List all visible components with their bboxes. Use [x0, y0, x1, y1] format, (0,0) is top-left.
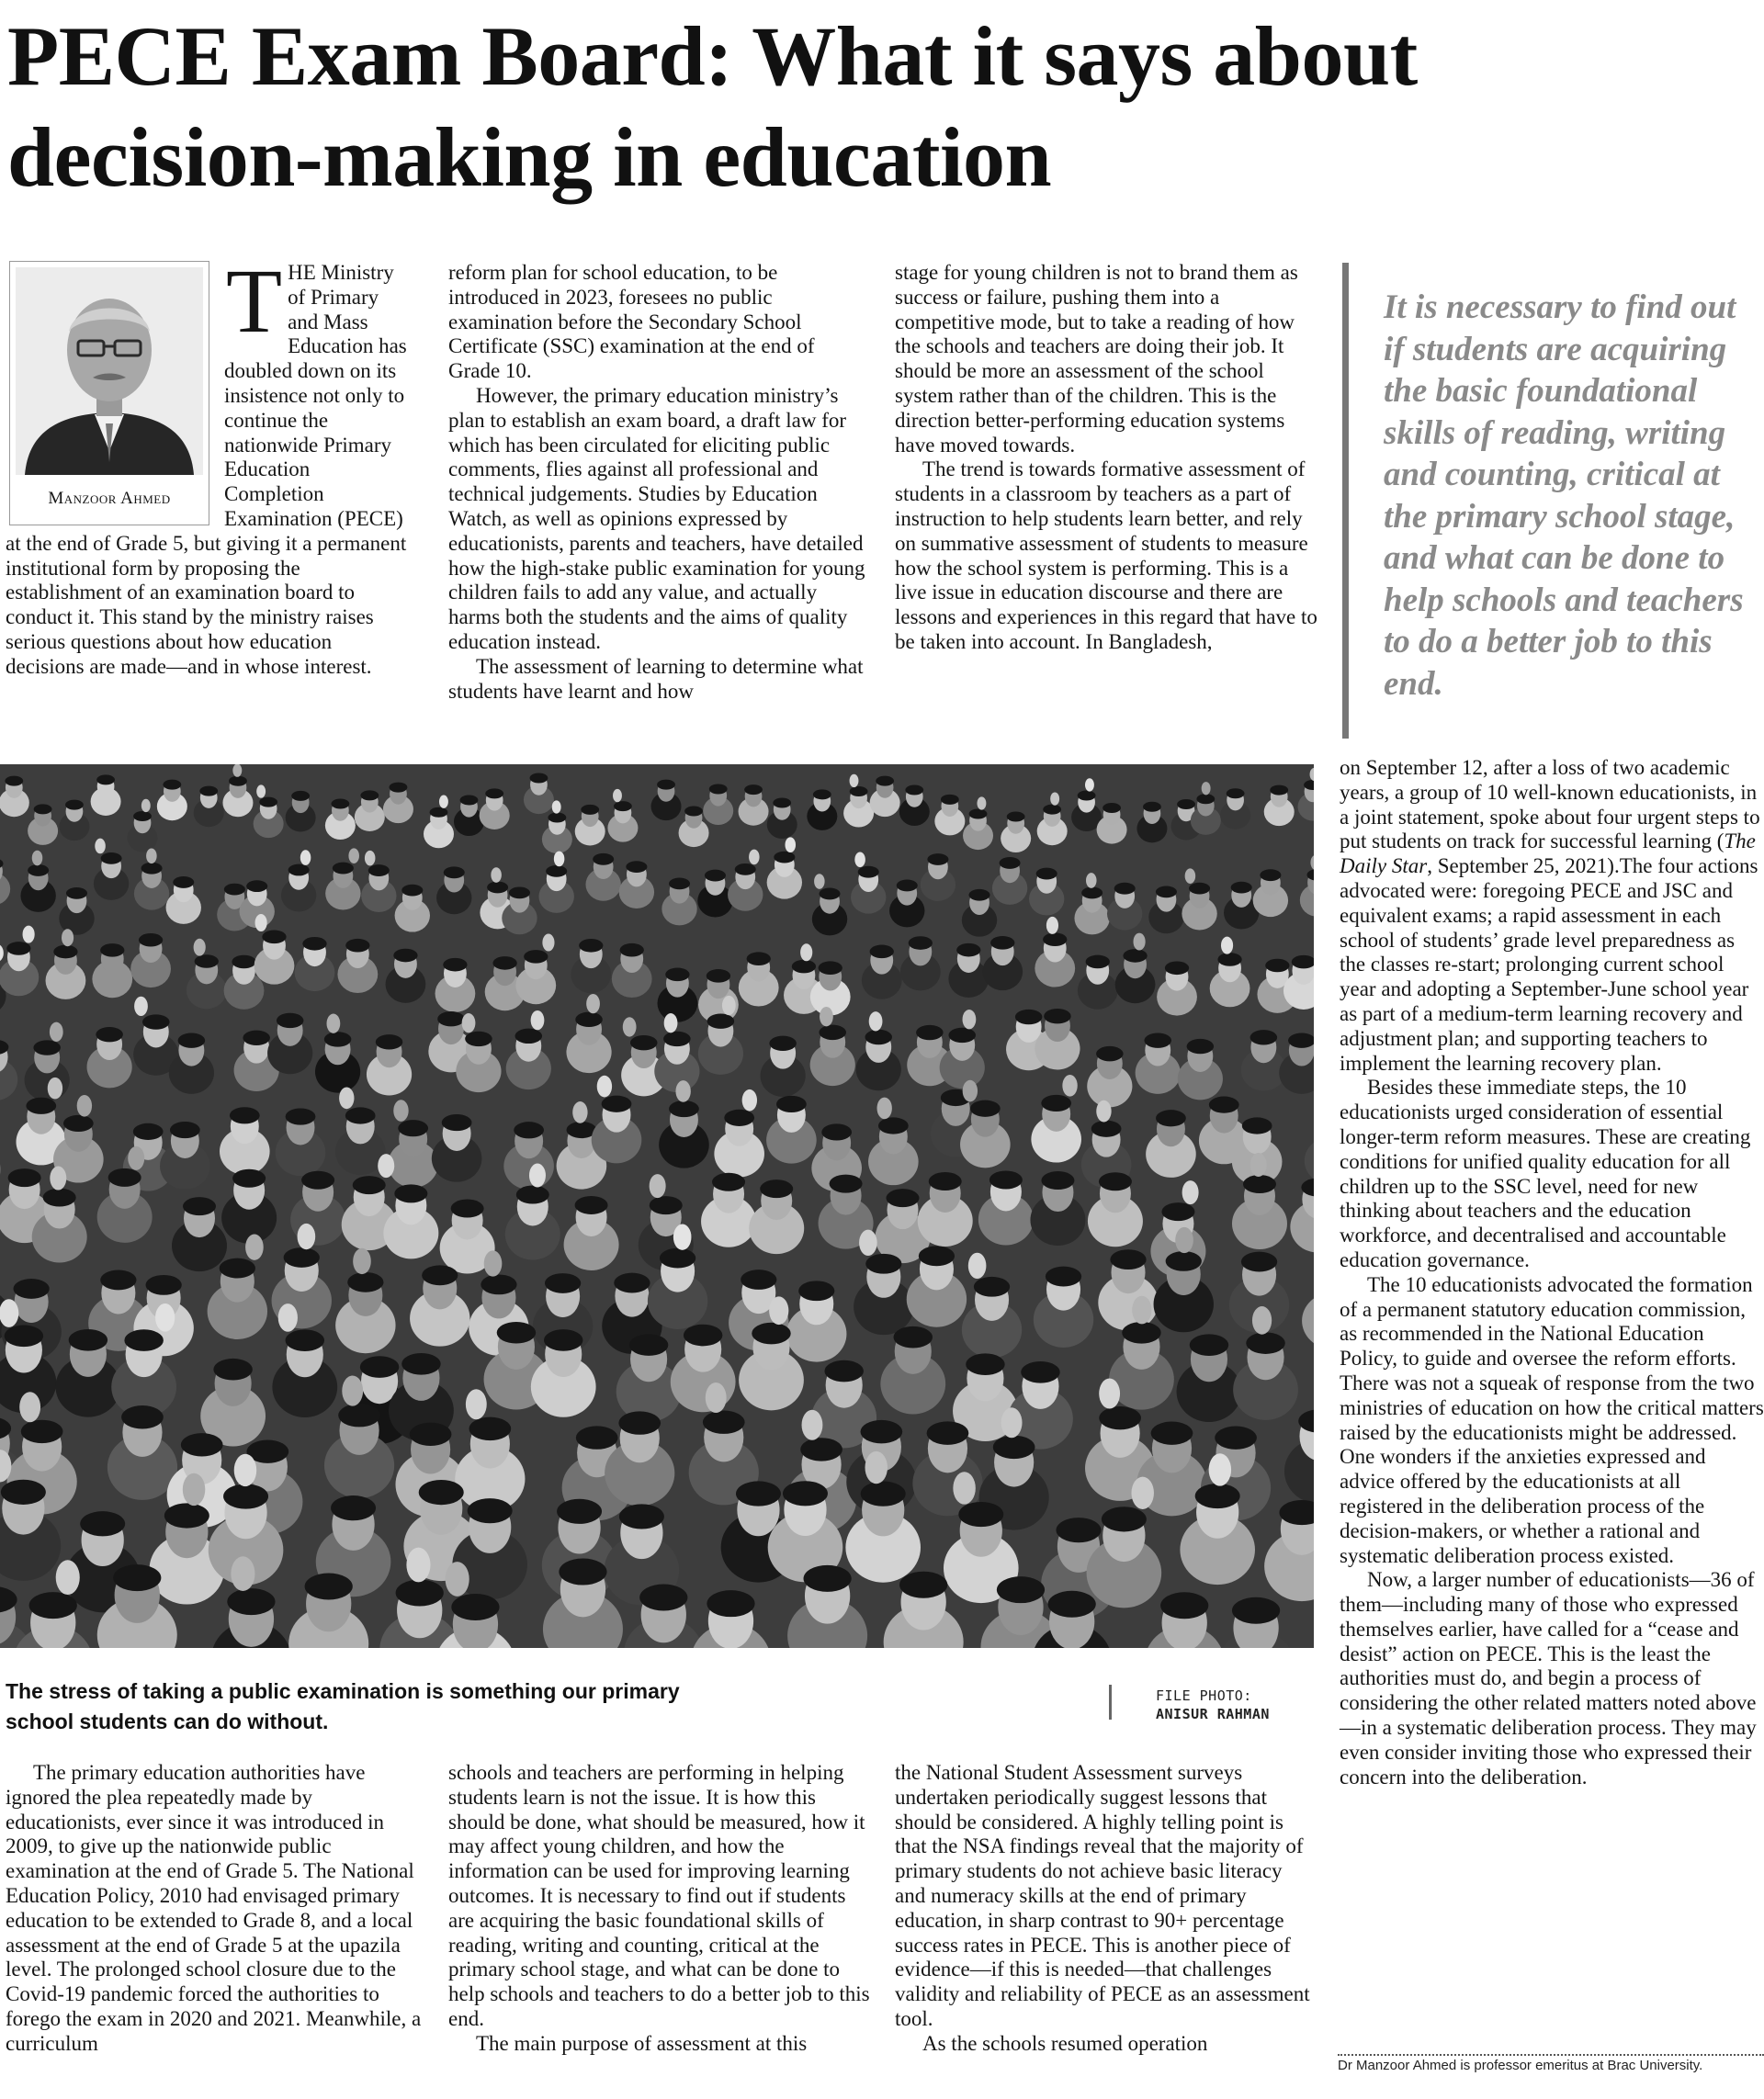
headline: PECE Exam Board: What it says about decision-making in education — [7, 9, 1418, 204]
paragraph: As the schools resumed operation — [922, 2031, 1208, 2055]
bottom-column-1 — [6, 1761, 428, 2057]
author-name: Manzoor Ahmed — [48, 489, 171, 509]
paragraph: reform plan for school education, to be introduced in 2023, foresees no public examination before the Secondary School Certificate (SSC) examination at the end of Grade 10. — [448, 261, 815, 383]
bio-divider — [1338, 2054, 1764, 2056]
top-column-3 — [895, 261, 1317, 655]
author-box — [9, 261, 209, 525]
credit-divider — [1109, 1685, 1112, 1720]
paragraph: stage for young children is not to brand them as success or failure, pushing them into a competitive mode, but to take a reading of how the schools and teachers are doing their job. It should be more an assessment of the school system rather than of the children. This is the direction better-performing education systems have moved towards. — [895, 261, 1298, 457]
paragraph-text: , September 25, 2021).The four actions advocated were: foregoing PECE and JSC and equivalent exams; a rapid assessment in each school of students’ grade level preparedness as the classes re-start; prolonging current school year and adopting a September-June school year as part of a medium-term learning recovery and adjustment plan; and supporting teachers to implement the learning recovery plan. — [1340, 854, 1758, 1075]
paragraph: Now, a larger number of educationists—36 of them—including many of those who expressed themselves earlier, have called for a “cease and desist” action on PECE. This is the least the authorities must do, and begin a process of considering the other related matters noted above—in a systematic deliberation process. They may even consider inviting those who expressed their concern into the deliberation. — [1340, 1568, 1757, 1789]
drop-cap: T — [226, 250, 283, 352]
bottom-column-3 — [895, 1761, 1317, 2057]
author-bio: Dr Manzoor Ahmed is professor emeritus at Brac University. — [1338, 2058, 1703, 2073]
paragraph — [1340, 756, 1764, 1076]
photo-caption: The stress of taking a public examination is something our primary school students can do without. — [6, 1679, 680, 1733]
top-column-2 — [448, 261, 869, 704]
photo-credit-label: FILE PHOTO: — [1156, 1687, 1252, 1704]
photo-credit — [1156, 1687, 1270, 1723]
pull-quote — [1342, 263, 1764, 739]
paragraph-text: on September 12, after a loss of two academic years, a group of 10 well-known educationists, in a joint statement, spoke about four urgent steps to put students on track for successful learning ( — [1340, 756, 1760, 853]
bottom-column-2 — [448, 1761, 871, 2057]
right-column — [1340, 756, 1764, 1789]
author-portrait — [16, 267, 203, 475]
paragraph: The assessment of learning to determine what students have learnt and how — [448, 654, 864, 703]
author-portrait-image — [16, 267, 203, 475]
paragraph: the National Student Assessment surveys undertaken periodically suggest lessons that should be considered. A highly telling point is that the NSA findings reveal that the majority of primary students do not achieve basic literacy and numeracy skills at the end of primary education, in sharp contrast to 90+ percentage success rates in PECE. This is another piece of evidence—if this is needed—that challenges validity and reliability of PECE as an assessment tool. — [895, 1761, 1310, 2030]
photo-credit-name: ANISUR RAHMAN — [1156, 1706, 1270, 1722]
paragraph: The 10 educationists advocated the formation of a permanent statutory education commission, as recommended in the National Education Policy, to guide and oversee the reform efforts. There was not a squeak of response from the two ministries of education on how the critical matters raised by the educationists might be addressed. One wonders if the anxieties expressed and advice offered by the educationists at all registered in the deliberation process of the decision-makers, or whether a rational and systematic deliberation process existed. — [1340, 1272, 1764, 1567]
crowd-photo — [0, 764, 1314, 1648]
paragraph: The primary education authorities have ignored the plea repeatedly made by educationists, ever since it was introduced in 2009, to give up the nationwide public examination at the end of Grade 5. The National Education Policy, 2010 had envisaged primary education to be extended to Grade 8, and a local assessment at the end of Grade 5 at the upazila level. The prolonged school closure due to the Covid-19 pandemic forced the authorities to forego the exam in 2020 and 2021. Meanwhile, a curriculum — [6, 1761, 422, 2055]
paragraph: The main purpose of assessment at this — [476, 2031, 808, 2055]
paragraph: The trend is towards formative assessment of students in a classroom by teachers as a part of instruction to help students learn better, and rely on summative assessment of students to measure how the school system is performing. This is a live issue in education discourse and there are lessons and experiences in this regard that have to be taken into account. In Bangladesh, — [895, 457, 1317, 653]
crowd-photo-image — [0, 764, 1314, 1648]
paragraph: Besides these immediate steps, the 10 educationists urged consideration of essential longer-term reform measures. These are creating conditions for unified quality education for all children up to the SSC level, need for new thinking about teachers and the education workforce, and decentralised and accountable education governance. — [1340, 1076, 1751, 1271]
pull-quote-text: It is necessary to find out if students are acquiring the basic foundational skills of reading, writing and counting, critical at the primary school stage, and what can be done to help schools and teachers to do a better job to this end. — [1384, 288, 1744, 703]
paragraph: However, the primary education ministry’s plan to establish an exam board, a draft law for which has been circulated for eliciting public comments, flies against all professional and technical judgements. Studies by Education Watch, as well as opinions expressed by educationists, parents and teachers, have detailed how the high-stake public examination for young children fails to add any value, and actually harms both the students and the aims of quality education instead. — [448, 383, 865, 653]
lead-column — [6, 250, 412, 680]
paragraph: schools and teachers are performing in helping students learn is not the issue. It is how this should be done, what should be measured, how it may affect young children, and how the information can be used for improving learning outcomes. It is necessary to find out if students are acquiring the basic foundational skills of reading, writing and counting, critical at the primary school stage, and what can be done to help schools and teachers to do a better job to this end. — [448, 1761, 870, 2030]
publication-name: The Daily Star — [1340, 829, 1756, 878]
lead-paragraph: HE Ministry of Primary and Mass Education has doubled down on its insistence not only to continue the nationwide Primary Education Completion Examination (PECE) at the end of Grade 5, but giving it a permanent institutional form by proposing the establishment of an examination board to conduct it. This stand by the ministry raises serious questions about how education decisions are made—and in whose interest. — [6, 261, 407, 678]
